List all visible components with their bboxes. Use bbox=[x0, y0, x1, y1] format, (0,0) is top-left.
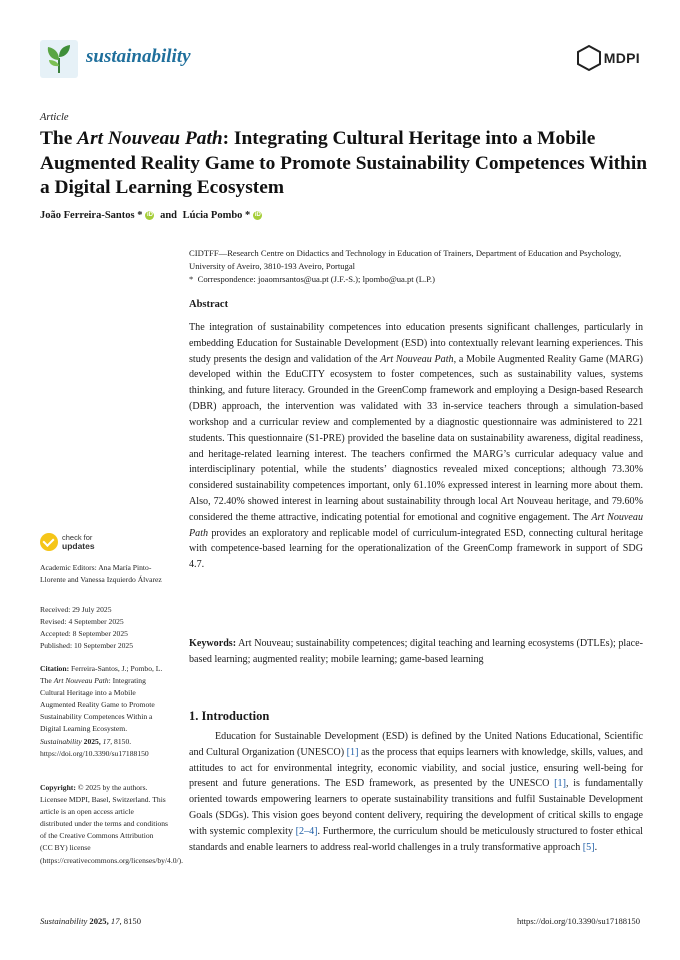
citation-link[interactable]: [1] bbox=[554, 778, 566, 790]
journal-name[interactable]: sustainability bbox=[86, 46, 191, 67]
correspondence: * Correspondence: joaomrsantos@ua.pt (J.F.-S.); lpombo@ua.pt (L.P.) bbox=[189, 274, 435, 284]
citation-block: Citation: Ferreira-Santos, J.; Pombo, L. The Art Nouveau Path: Integrating Cultural Heritage into a Mobile Augmented Reality Game to Promote Sustainability Competences Within a Digital Learning Ecosystem. Sustainability 2025, 17, 8150. https://doi.org/10.3390/su17188150 bbox=[40, 664, 163, 758]
author-separator: and bbox=[157, 210, 180, 221]
keywords-label: Keywords: bbox=[189, 638, 237, 649]
received-date: Received: 29 July 2025 bbox=[40, 605, 112, 614]
publisher-name: MDPI bbox=[603, 50, 640, 66]
author-name[interactable]: Lúcia Pombo * bbox=[182, 210, 251, 221]
check-small-text: check for bbox=[62, 532, 93, 542]
published-date: Published: 10 September 2025 bbox=[40, 641, 134, 651]
mdpi-hexagon-icon bbox=[576, 44, 602, 72]
author-name[interactable]: João Ferreira-Santos * bbox=[40, 210, 143, 221]
check-icon bbox=[40, 533, 58, 551]
abstract-heading: Abstract bbox=[189, 299, 229, 310]
footer-doi-link[interactable]: https://doi.org/10.3390/su17188150 bbox=[516, 916, 640, 926]
citation-link[interactable]: [5] bbox=[582, 841, 595, 853]
section-heading: 1. Introduction bbox=[189, 709, 270, 723]
check-big-text: updates bbox=[62, 541, 95, 551]
accepted-date: Accepted: 8 September 2025 bbox=[40, 629, 128, 639]
publication-dates bbox=[40, 604, 168, 652]
footer-citation: Sustainability 2025, 17, 8150 bbox=[40, 916, 141, 926]
citation-link[interactable]: [1] bbox=[346, 746, 359, 758]
check-for-updates-button[interactable] bbox=[40, 533, 95, 551]
abstract-text: The integration of sustainability competences into education presents significant challenges, particularly in embedding Education for Sustainable Development (ESD) into contextually relevant learning experiences. This study presents the design and validation of the Art Nouveau Path, a Mobile Augmented Reality Game (MARG) developed within the EduCITY ecosystem to foster competences, such as sustainability values, systems thinking, and future literacy. Grounded in the GreenComp framework and employing a Design-based Research (DBR) approach, the intervention was validated with 33 in-service teachers through a simulation-based workshop and a curricular review and complemented by a diagnostic questionnaire was administered to 221 students. This questionnaire (S1-PRE) provided the baseline data on sustainability awareness, digital readiness, and heritage-related learning interest. The teachers confirmed the MARG’s curricular adequacy value and interdisciplinary potential, while the students’ diagnostics revealed mixed conceptions; although 73.30% considered sustainability competences important, only 61.10% expressed interest in learning more about them. Also, 72.40% showed interest in learning about sustainability through local Art Nouveau heritage, and 79.60% considered the theme attractive, indicating potential for emotional and cognitive engagement. The Art Nouveau Path provides an exploratory and replicable model of curriculum-integrated ESD, connecting cultural heritage with competence-based learning for the operationalization of the GreenComp framework in support of SDG 4.7. bbox=[189, 322, 643, 571]
introduction-text: Education for Sustainable Development (ESD) is defined by the United Nations Educational, Scientific and Cultural Organization (UNESCO) [1] as the process that equips learners with knowledge, skills, values, and attitudes to act for environmental integrity, economic viability, and social justice, ensuring well-being for present and future generations. The ESD framework, as presented by the UNESCO [1], is fundamentally oriented towards empowering learners to operate sustainability transitions and fulfil Sustainable Development Goals (SDGs). This vision goes beyond content delivery, requiring the development of critical skills to engage with systemic complexity [2–4]. Furthermore, the curriculum should be meticulously structured to foster ethical standards and enable learners to address real-world challenges in a truly transformative approach [5]. bbox=[189, 731, 643, 853]
academic-editors: Academic Editors: Ana María Pinto-Llorente and Vanessa Izquierdo Álvarez bbox=[40, 563, 162, 585]
orcid-icon[interactable]: iD bbox=[146, 212, 153, 218]
affiliation: CIDTFF—Research Centre on Didactics and Technology in Education of Trainers, Department of Education and Psychology, University of Aveiro, 3810-193 Aveiro, Portugal bbox=[189, 248, 622, 271]
revised-date: Revised: 4 September 2025 bbox=[40, 617, 124, 627]
leaf-sprout-icon bbox=[40, 40, 78, 78]
author-list bbox=[40, 210, 262, 221]
article-title: The Art Nouveau Path: Integrating Cultural Heritage into a Mobile Augmented Reality Game to Promote Sustainability Competences Within a Digital Learning Ecosystem bbox=[40, 128, 648, 198]
article-type: Article bbox=[40, 112, 69, 123]
orcid-icon[interactable]: iD bbox=[254, 212, 261, 218]
copyright-block: Copyright: © 2025 by the authors. Licensee MDPI, Basel, Switzerland. This article is an open access article distributed under the terms and conditions of the Creative Commons Attribution (CC BY) license (https://creativecommons.org/licenses/by/4.0/). bbox=[40, 783, 184, 865]
journal-logo-icon bbox=[40, 40, 78, 78]
keywords: Keywords: Art Nouveau; sustainability competences; digital teaching and learning ecosystems (DTLEs); place-based learning; augmented reality; mobile learning; game-based learning bbox=[189, 638, 643, 665]
publisher-logo[interactable] bbox=[576, 44, 640, 72]
citation-link[interactable]: [2–4] bbox=[295, 825, 318, 837]
